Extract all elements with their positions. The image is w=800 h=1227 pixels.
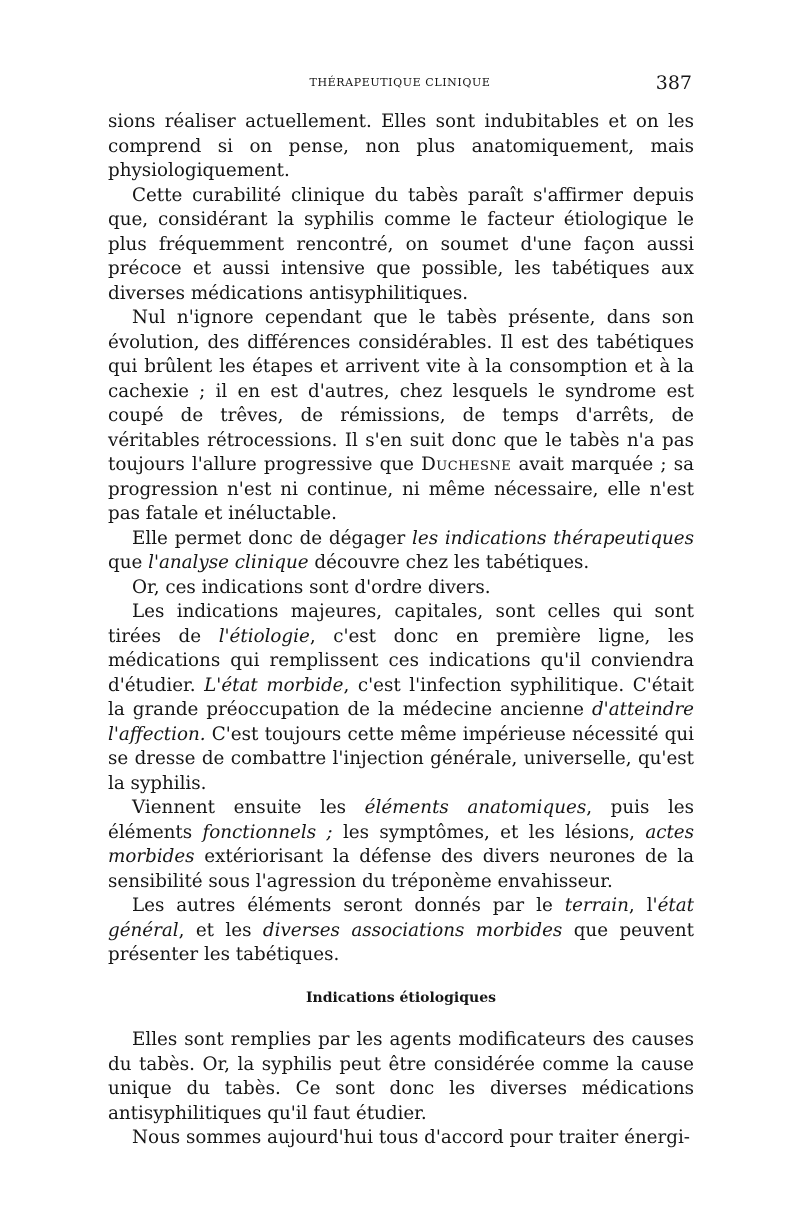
paragraph-final [108, 1126, 694, 1151]
paragraph-text: , c'est l'infection syphilitique. C'était la grande préoccupation de la médecine ancienne [108, 674, 695, 720]
paragraph-anatomic-elements [108, 796, 694, 894]
running-title: THÉRAPEUTIQUE CLINIQUE [309, 76, 491, 89]
paragraph-text: Nous sommes aujourd'hui tous d'accord pour traiter énergi- [132, 1127, 690, 1148]
paragraph-evolution [108, 306, 694, 527]
paragraph-text: découvre chez les tabétiques. [314, 552, 590, 573]
emphasis: d'atteindre l'affection. [108, 699, 695, 745]
emphasis: l'étiologie [218, 625, 310, 647]
section-heading: Indications étiologiques [305, 989, 497, 1006]
paragraph-text: Les autres éléments seront donnés par le [132, 895, 553, 916]
paragraph-text: , c'est donc en première ligne, les médications qui remplissent ces indications qu'il conviendra d'étudier. [108, 625, 695, 696]
emphasis: diverses associations morbides [262, 919, 563, 941]
paragraph-text: extériorisant la défense des divers neurones de la sensibilité sous l'agression du tréponème envahisseur. [108, 846, 695, 892]
emphasis: état général [108, 895, 694, 941]
paragraph-etiologic [108, 1028, 694, 1126]
emphasis: L'état morbide [204, 674, 344, 696]
emphasis: terrain [564, 895, 629, 916]
emphasis: les indications thérapeutiques [412, 527, 694, 549]
paragraph-text: C'est toujours cette même impérieuse nécessité qui se dresse de combattre l'injection générale, universelle, qu'est la syphilis. [108, 723, 694, 794]
emphasis: l'analyse clinique [148, 552, 309, 573]
paragraph-text: Elles sont remplies par les agents modificateurs des causes du tabès. Or, la syphilis peut être considérée comme la cause unique du tabès. Ce sont donc les diverses médications antisyphilitiques qu'il faut étudier. [108, 1029, 694, 1124]
paragraph-text: Cette curabilité clinique du tabès paraît s'affirmer depuis que, considérant la syphilis comme le facteur étiologique le plus fréquemment rencontré, on soumet d'une façon aussi précoce et aussi intensive que possible, les tabétiques aux diverses médications antisyphilitiques. [108, 184, 694, 304]
page-number: 387 [655, 72, 692, 94]
paragraph-order [108, 576, 694, 601]
paragraph-continuation [108, 110, 694, 184]
author-name: Duchesne [421, 454, 512, 475]
emphasis: éléments anatomiques [364, 797, 587, 818]
paragraph-text: Or, ces indications sont d'ordre divers. [132, 576, 491, 598]
paragraph-text: avait marquée ; sa progression n'est ni continue, ni même nécessaire, elle n'est pas fatale et inéluctable. [108, 454, 695, 524]
paragraph-other-elements [108, 894, 694, 968]
body-text [108, 110, 694, 1151]
paragraph-text: Les indications majeures, capitales, sont celles qui sont tirées de [108, 601, 694, 647]
paragraph-text: que peuvent présenter les tabétiques. [108, 919, 695, 965]
paragraph-text: que [108, 552, 143, 573]
paragraph-text: , et les [178, 919, 252, 941]
emphasis: actes morbides [108, 821, 694, 867]
paragraph-text: Nul n'ignore cependant que le tabès présente, dans son évolution, des différences considérables. Il est des tabétiques qui brûlent les étapes et arrivent vite à la consomption et à la cachexie ; il en est d'autres, chez lesquels le syndrome est coupé de trêves, de rémissions, de temps d'arrêts, de véritables rétrocessions. Il s'en suit donc que le tabès n'a pas toujours l'allure progressive que [108, 307, 694, 475]
paragraph-indications [108, 527, 694, 576]
paragraph-curability [108, 184, 694, 307]
paragraph-text: sions réaliser actuellement. Elles sont indubitables et on les comprend si on pense, non plus anatomiquement, mais physiologiquement. [108, 111, 694, 181]
paragraph-text: Elle permet donc de dégager [132, 527, 406, 549]
paragraph-text: Viennent ensuite les [132, 797, 347, 818]
emphasis: fonctionnels ; [202, 821, 333, 843]
paragraph-text: , l' [628, 895, 658, 916]
paragraph-text: les symptômes, et les lésions, [342, 821, 635, 843]
paragraph-major-indications [108, 600, 694, 796]
paragraph-text: , puis les éléments [108, 797, 694, 843]
running-head [108, 72, 692, 96]
